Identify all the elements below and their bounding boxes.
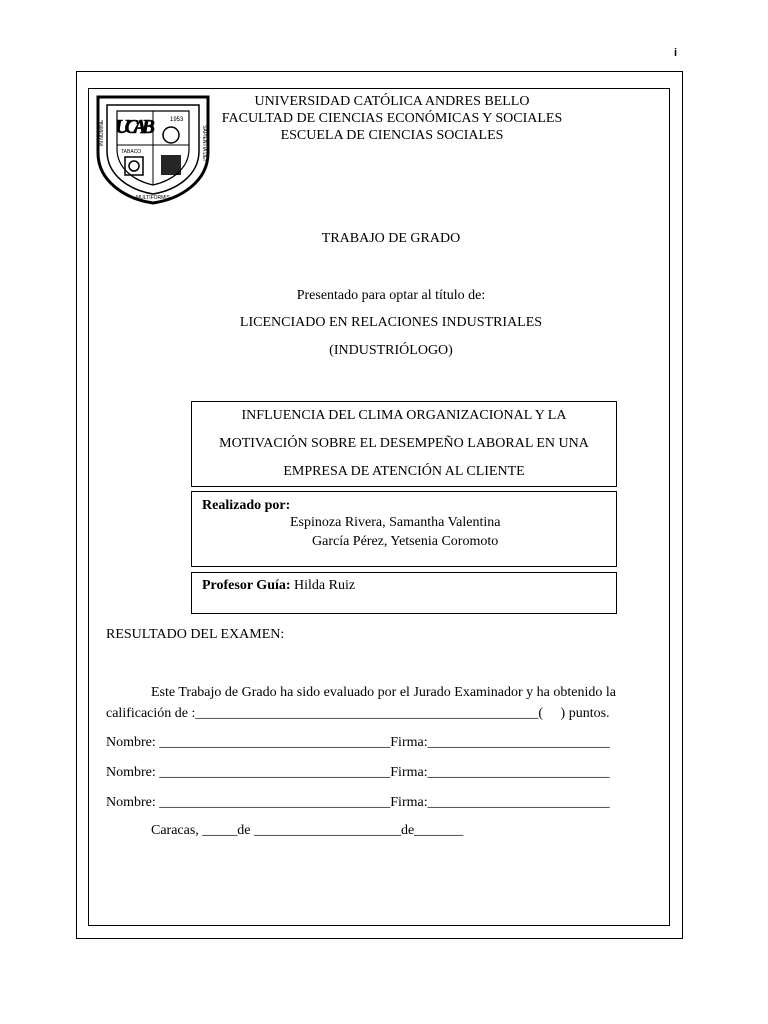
crest-motto-right: SAPIENTIA DEI [201,125,207,161]
thesis-title-box [191,401,617,487]
thesis-title-line-2: MOTIVACIÓN SOBRE EL DESEMPEÑO LABORAL EN UNA [219,436,589,451]
university-crest [95,93,211,205]
guide-name: Hilda Ruiz [294,578,356,593]
exam-heading: RESULTADO DEL EXAMEN: [106,627,285,642]
crest-small-text: TABACO [121,149,142,155]
faculty-name: FACULTAD DE CIENCIAS ECONÓMICAS Y SOCIALES [221,111,563,126]
signature-line-2: Nombre: _________________________________Firma:__________________________ [106,765,610,780]
crest-motto-left: IN NOMINE [99,119,105,147]
date-line: Caracas, _____de _____________________de_______ [151,823,464,838]
thesis-title-line-1: INFLUENCIA DEL CLIMA ORGANIZACIONAL Y LA [241,408,567,423]
degree-title: LICENCIADO EN RELACIONES INDUSTRIALES [239,315,543,330]
authors-box [191,491,617,567]
page-number: i [674,47,678,59]
author-2: García Pérez, Yetsenia Coromoto [312,534,499,549]
university-name: UNIVERSIDAD CATÓLICA ANDRES BELLO [254,94,530,109]
guide-label: Profesor Guía: [202,578,291,593]
signature-line-3: Nombre: _________________________________Firma:__________________________ [106,795,610,810]
guide-line [202,578,355,594]
exam-text-line-2: calificación de :_________________________________________________( ) puntos. [106,706,610,721]
work-type: TRABAJO DE GRADO [321,231,461,246]
author-1: Espinoza Rivera, Samantha Valentina [290,515,501,530]
crest-letters-top: UCAB [115,116,155,138]
thesis-title-line-3: EMPRESA DE ATENCIÓN AL CLIENTE [283,464,525,479]
crest-year: 1953 [170,117,184,123]
exam-text-line-1: Este Trabajo de Grado ha sido evaluado por el Jurado Examinador y ha obtenido la [151,685,616,700]
guide-box [191,572,617,614]
presented-for: Presentado para optar al título de: [296,288,486,303]
crest-motto-bottom: MULTIFORMIS [135,195,171,201]
signature-line-1: Nombre: _________________________________Firma:__________________________ [106,735,610,750]
school-name: ESCUELA DE CIENCIAS SOCIALES [280,128,504,143]
authors-label: Realizado por: [202,498,291,513]
degree-alt-title: (INDUSTRIÓLOGO) [329,343,453,358]
